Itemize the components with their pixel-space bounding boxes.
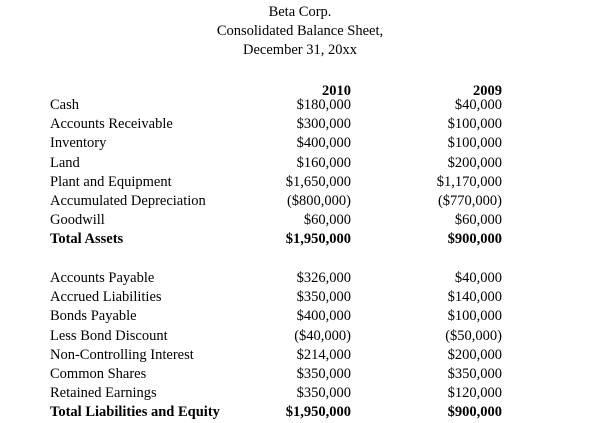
row-label: Common Shares [50, 365, 147, 382]
value-2009: $140,000 [447, 289, 502, 306]
table-row-goodwill [0, 211, 600, 230]
value-2010: $400,000 [296, 135, 351, 152]
value-2009: $1,170,000 [436, 173, 502, 190]
value-2010: $350,000 [296, 385, 351, 402]
value-2009: $100,000 [447, 308, 502, 325]
table-row-land [0, 154, 600, 173]
total-value-2010: $1,950,000 [285, 231, 351, 248]
assets-section [0, 96, 600, 250]
total-value-2009: $900,000 [447, 231, 502, 248]
row-label: Accumulated Depreciation [50, 192, 206, 209]
value-2009: ($50,000) [445, 327, 502, 344]
value-2009: $200,000 [447, 346, 502, 363]
statement-date: December 31, 20xx [243, 42, 357, 58]
value-2010: $214,000 [296, 346, 351, 363]
table-row-non-controlling-interest [0, 346, 600, 365]
table-row-cash [0, 96, 600, 115]
value-2009: $40,000 [454, 270, 502, 286]
table-row-accumulated-depreciation [0, 192, 600, 211]
row-label: Land [50, 154, 80, 171]
value-2010: $300,000 [296, 116, 351, 133]
row-label: Accounts Payable [50, 270, 155, 286]
total-label: Total Liabilities and Equity [50, 404, 220, 421]
column-header-2009: 2009 [473, 83, 502, 99]
value-2010: ($40,000) [294, 327, 351, 344]
table-row-accrued-liabilities [0, 288, 600, 307]
value-2010: $350,000 [296, 365, 351, 382]
total-value-2010: $1,950,000 [285, 404, 351, 421]
statement-title: Consolidated Balance Sheet, [216, 23, 384, 39]
value-2010: $350,000 [296, 289, 351, 306]
value-2009: $120,000 [447, 385, 502, 402]
row-label: Accrued Liabilities [50, 289, 162, 306]
total-label: Total Assets [50, 231, 124, 248]
value-2010: ($800,000) [286, 192, 351, 209]
row-label: Bonds Payable [50, 308, 137, 325]
row-label: Cash [50, 97, 79, 113]
table-row-bonds-payable [0, 307, 600, 326]
value-2010: $400,000 [296, 308, 351, 325]
row-label: Retained Earnings [50, 385, 157, 402]
value-2009: $200,000 [447, 154, 502, 171]
row-label: Inventory [50, 135, 107, 152]
row-label: Accounts Receivable [50, 116, 173, 133]
liabilities-equity-section [0, 269, 600, 423]
value-2009: ($770,000) [437, 192, 502, 209]
value-2009: $350,000 [447, 365, 502, 382]
value-2010: $326,000 [296, 270, 351, 286]
company-name: Beta Corp. [268, 4, 332, 20]
table-row-retained-earnings [0, 384, 600, 403]
column-header-2010: 2010 [322, 83, 351, 99]
value-2010: $160,000 [296, 154, 351, 171]
value-2010: $1,650,000 [285, 173, 351, 190]
table-row-accounts-receivable [0, 115, 600, 134]
table-row-inventory [0, 134, 600, 153]
value-2009: $100,000 [447, 116, 502, 133]
table-row-total-assets [0, 230, 600, 249]
value-2010: $180,000 [296, 97, 351, 113]
table-row-total-liabilities-equity [0, 403, 600, 422]
table-row-less-bond-discount [0, 327, 600, 346]
table-row-common-shares [0, 365, 600, 384]
row-label: Less Bond Discount [50, 327, 168, 344]
value-2010: $60,000 [303, 212, 351, 229]
value-2009: $40,000 [454, 97, 502, 113]
row-label: Non-Controlling Interest [50, 346, 194, 363]
row-label: Plant and Equipment [50, 173, 172, 190]
total-value-2009: $900,000 [447, 404, 502, 421]
row-label: Goodwill [50, 212, 105, 229]
table-row-plant-and-equipment [0, 173, 600, 192]
value-2009: $60,000 [454, 212, 502, 229]
value-2009: $100,000 [447, 135, 502, 152]
statement-header [0, 3, 600, 60]
table-row-accounts-payable [0, 269, 600, 288]
